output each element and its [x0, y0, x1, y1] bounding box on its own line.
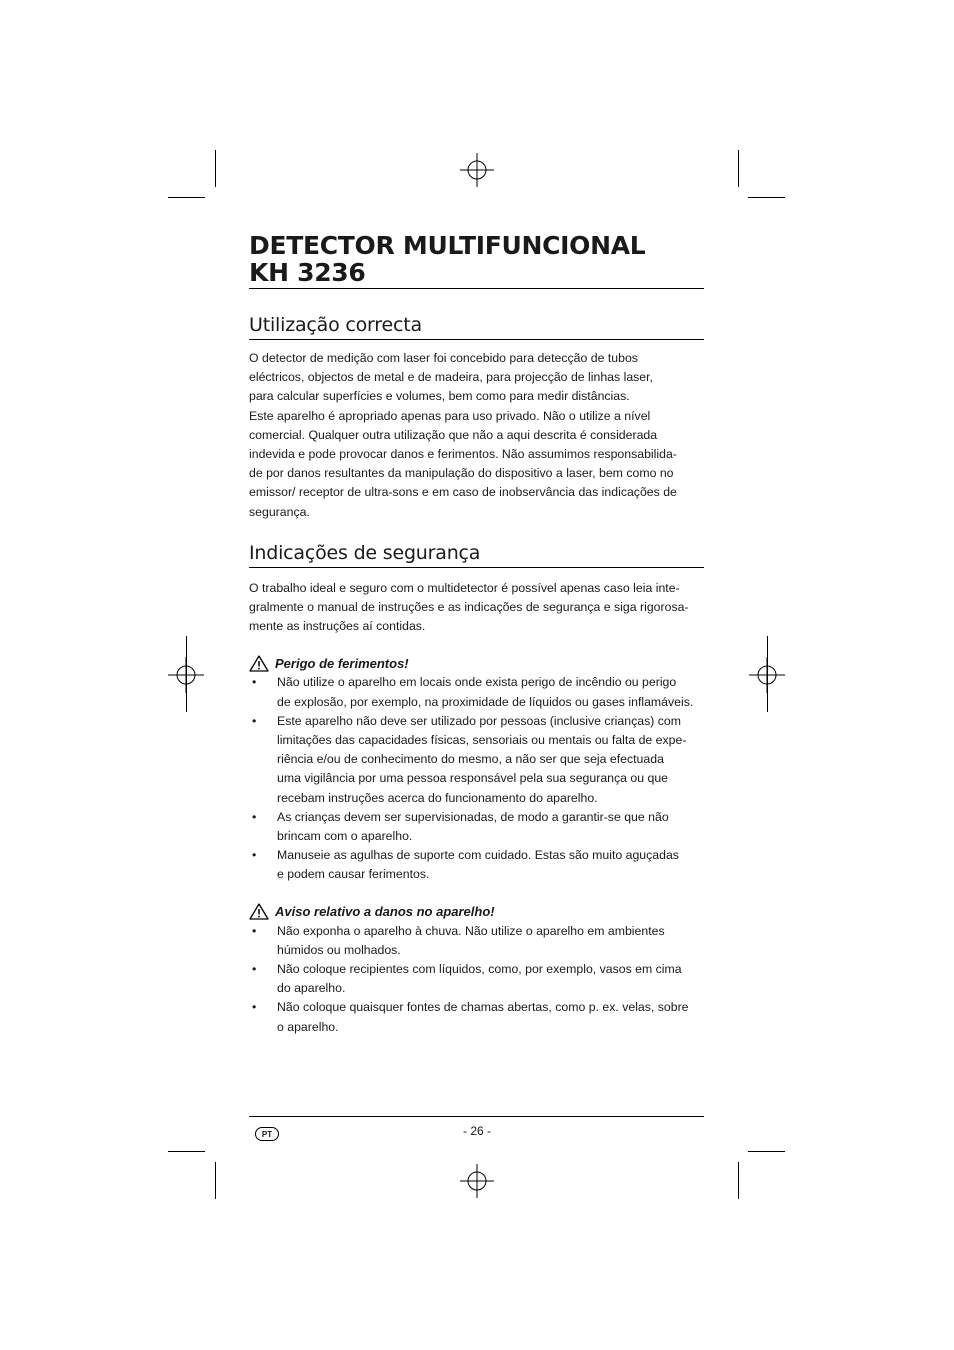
warning-triangle-icon	[249, 903, 269, 920]
page-number: - 26 -	[462, 1124, 491, 1138]
crop-mark	[748, 197, 785, 198]
page-content	[249, 232, 704, 1037]
list-item: • Este aparelho não deve ser utilizado por pessoas (inclusive crianças) com limitações das capacidades físicas, sensoriais ou mentais ou falta de expe- riência e/ou de conhecimento do mesmo, a não ser que seja efectuada uma vigilância por uma pessoa responsável pela sua segurança ou que recebam instruções acerca do funcionamento do aparelho.	[249, 712, 704, 808]
language-badge: PT	[255, 1127, 279, 1141]
section-heading-usage: Utilização correcta	[249, 314, 704, 340]
list-item: • Não coloque recipientes com líquidos, como, por exemplo, vasos em cima do aparelho.	[249, 960, 704, 998]
warning-heading-injury	[249, 653, 704, 673]
crop-mark	[738, 150, 739, 187]
title-line-2: KH 3236	[249, 258, 366, 287]
usage-paragraph: O detector de medição com laser foi concebido para detecção de tubos eléctricos, objectos de metal e de madeira, para projecção de linhas laser, para calcular superfícies e volumes, bem como para medir distâncias. Este aparelho é apropriado apenas para uso privado. Não o utilize a nível comercial. Qualquer outra utilização que não a aqui descrita é considerada indevida e pode provocar danos e ferimentos. Não assumimos responsabilida- de por danos resultantes da manipulação do dispositivo a laser, bem como no emissor/ receptor de ultra-sons e em caso de inobservância das indicações de segurança.	[249, 351, 677, 519]
title-line-1: DETECTOR MULTIFUNCIONAL	[249, 231, 646, 260]
crop-mark	[168, 197, 205, 198]
footer-divider	[249, 1116, 704, 1117]
crop-mark	[738, 1162, 739, 1199]
warning-heading-damage	[249, 902, 704, 922]
registration-mark-icon	[460, 153, 494, 187]
page-title	[249, 232, 704, 289]
registration-mark-icon	[460, 1164, 494, 1198]
section-heading-safety: Indicações de segurança	[249, 542, 704, 568]
damage-warning-list	[249, 922, 704, 1037]
injury-warning-list	[249, 673, 704, 884]
registration-mark-stem	[767, 636, 768, 712]
list-item: • As crianças devem ser supervisionadas, de modo a garantir-se que não brincam com o aparelho.	[249, 808, 704, 846]
safety-paragraph: O trabalho ideal e seguro com o multidetector é possível apenas caso leia inte- gralmente o manual de instruções e as indicações de segurança e siga rigorosa- mente as instruções aí contidas.	[249, 580, 689, 634]
list-item: • Não coloque quaisquer fontes de chamas abertas, como p. ex. velas, sobre o aparelho.	[249, 998, 704, 1036]
crop-mark	[168, 1151, 205, 1152]
list-item: • Não exponha o aparelho à chuva. Não utilize o aparelho em ambientes húmidos ou molhados.	[249, 922, 704, 960]
warning-heading-text: Aviso relativo a danos no aparelho!	[275, 904, 495, 920]
warning-heading-text: Perigo de ferimentos!	[275, 655, 409, 671]
warning-triangle-icon	[249, 655, 269, 672]
registration-mark-stem	[186, 636, 187, 712]
list-item: • Não utilize o aparelho em locais onde exista perigo de incêndio ou perigo de explosão, por exemplo, na proximidade de líquidos ou gases inflamáveis.	[249, 673, 704, 711]
list-item: • Manuseie as agulhas de suporte com cuidado. Estas são muito aguçadas e podem causar ferimentos.	[249, 846, 704, 884]
crop-mark	[215, 150, 216, 187]
crop-mark	[748, 1151, 785, 1152]
crop-mark	[215, 1162, 216, 1199]
